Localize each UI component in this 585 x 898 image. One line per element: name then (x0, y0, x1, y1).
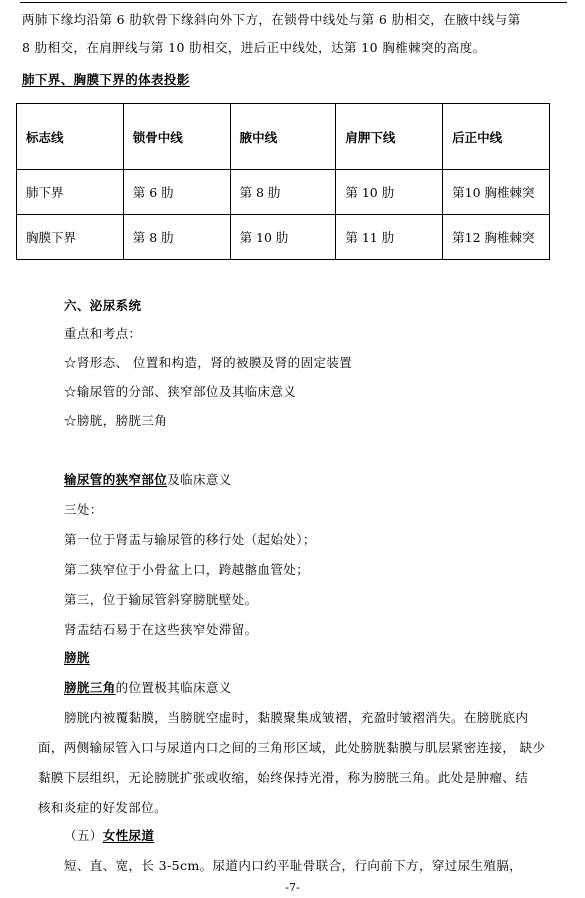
table-header-row (17, 104, 550, 170)
table-cell: 第 8 肋 (123, 215, 230, 260)
female-urethra-line-1: 短、直、宽，长 3-5cm。尿道内口约平耻骨联合，行向前下方，穿过尿生殖膈， (64, 858, 523, 873)
top-rule (20, 2, 567, 3)
header-cell: 标志线 (17, 104, 124, 170)
header-cell: 肩胛下线 (336, 104, 443, 170)
header-cell: 腋中线 (230, 104, 336, 170)
table-cell: 第10 胸椎棘突 (443, 170, 550, 215)
ureter-point-3: 第三，位于输尿管斜穿膀胱壁处。 (64, 592, 258, 607)
ureter-title-bold: 输尿管的狭窄部位 (64, 472, 168, 487)
intro-line-1: 两肺下缘均沿第 6 肋软骨下缘斜向外下方，在锁骨中线处与第 6 肋相交，在腋中线与第 (22, 12, 521, 27)
bladder-subtitle-rest: 的位置极其临床意义 (115, 680, 232, 695)
ureter-title (64, 470, 232, 488)
female-urethra-prefix: （五） (64, 828, 103, 843)
table-cell: 第12 胸椎棘突 (443, 215, 550, 260)
ureter-note: 肾盂结石易于在这些狭窄处滞留。 (64, 622, 258, 637)
bladder-title: 膀胱 (64, 650, 90, 665)
page-number: -7- (285, 881, 300, 894)
table-cell: 胸膜下界 (17, 215, 124, 260)
bladder-subtitle (64, 678, 232, 696)
female-urethra-title: 女性尿道 (102, 828, 155, 843)
projection-table (16, 103, 550, 260)
key-points-label: 重点和考点： (64, 326, 142, 341)
table-cell: 第 6 肋 (123, 170, 230, 215)
section-6-title: 六、泌尿系统 (64, 298, 142, 313)
bladder-line-3: 黏膜下层组织，无论膀胱扩张或收缩，始终保持光滑，称为膀胱三角。此处是肿瘤、结 (38, 770, 529, 785)
header-cell: 锁骨中线 (123, 104, 230, 170)
table-heading: 肺下界、胸膜下界的体表投影 (22, 72, 190, 87)
table-row (17, 170, 550, 215)
table-cell: 第 8 肋 (230, 170, 336, 215)
ureter-point-2: 第二狭窄位于小骨盆上口，跨越髂血管处； (64, 562, 310, 577)
table-cell: 肺下界 (17, 170, 124, 215)
table-cell: 第 11 肋 (336, 215, 443, 260)
bladder-line-4: 核和炎症的好发部位。 (38, 800, 168, 815)
ureter-point-1: 第一位于肾盂与输尿管的移行处（起始处）； (64, 532, 316, 547)
female-urethra-heading (64, 826, 154, 844)
intro-line-2: 8 肋相交，在肩胛线与第 10 肋相交，进后正中线处，达第 10 胸椎棘突的高度。 (22, 40, 486, 55)
table-cell: 第 10 肋 (230, 215, 336, 260)
key-point-1: ☆肾形态、 位置和构造，肾的被膜及肾的固定装置 (64, 355, 353, 370)
key-point-2: ☆输尿管的分部、狭窄部位及其临床意义 (64, 384, 297, 399)
ureter-title-rest: 及临床意义 (167, 472, 232, 487)
table-row (17, 215, 550, 260)
key-point-3: ☆膀胱，膀胱三角 (64, 413, 168, 428)
bladder-line-2: 面，两侧输尿管入口与尿道内口之间的三角形区域，此处膀胱黏膜与肌层紧密连接， 缺少 (38, 740, 546, 755)
bladder-subtitle-bold: 膀胱三角 (64, 680, 116, 695)
table-cell: 第 10 肋 (336, 170, 443, 215)
bladder-line-1: 膀胱内被覆黏膜，当膀胱空虚时，黏膜聚集成皱褶，充盈时皱褶消失。在膀胱底内 (64, 710, 529, 725)
header-cell: 后正中线 (443, 104, 550, 170)
ureter-count: 三处： (64, 502, 103, 517)
